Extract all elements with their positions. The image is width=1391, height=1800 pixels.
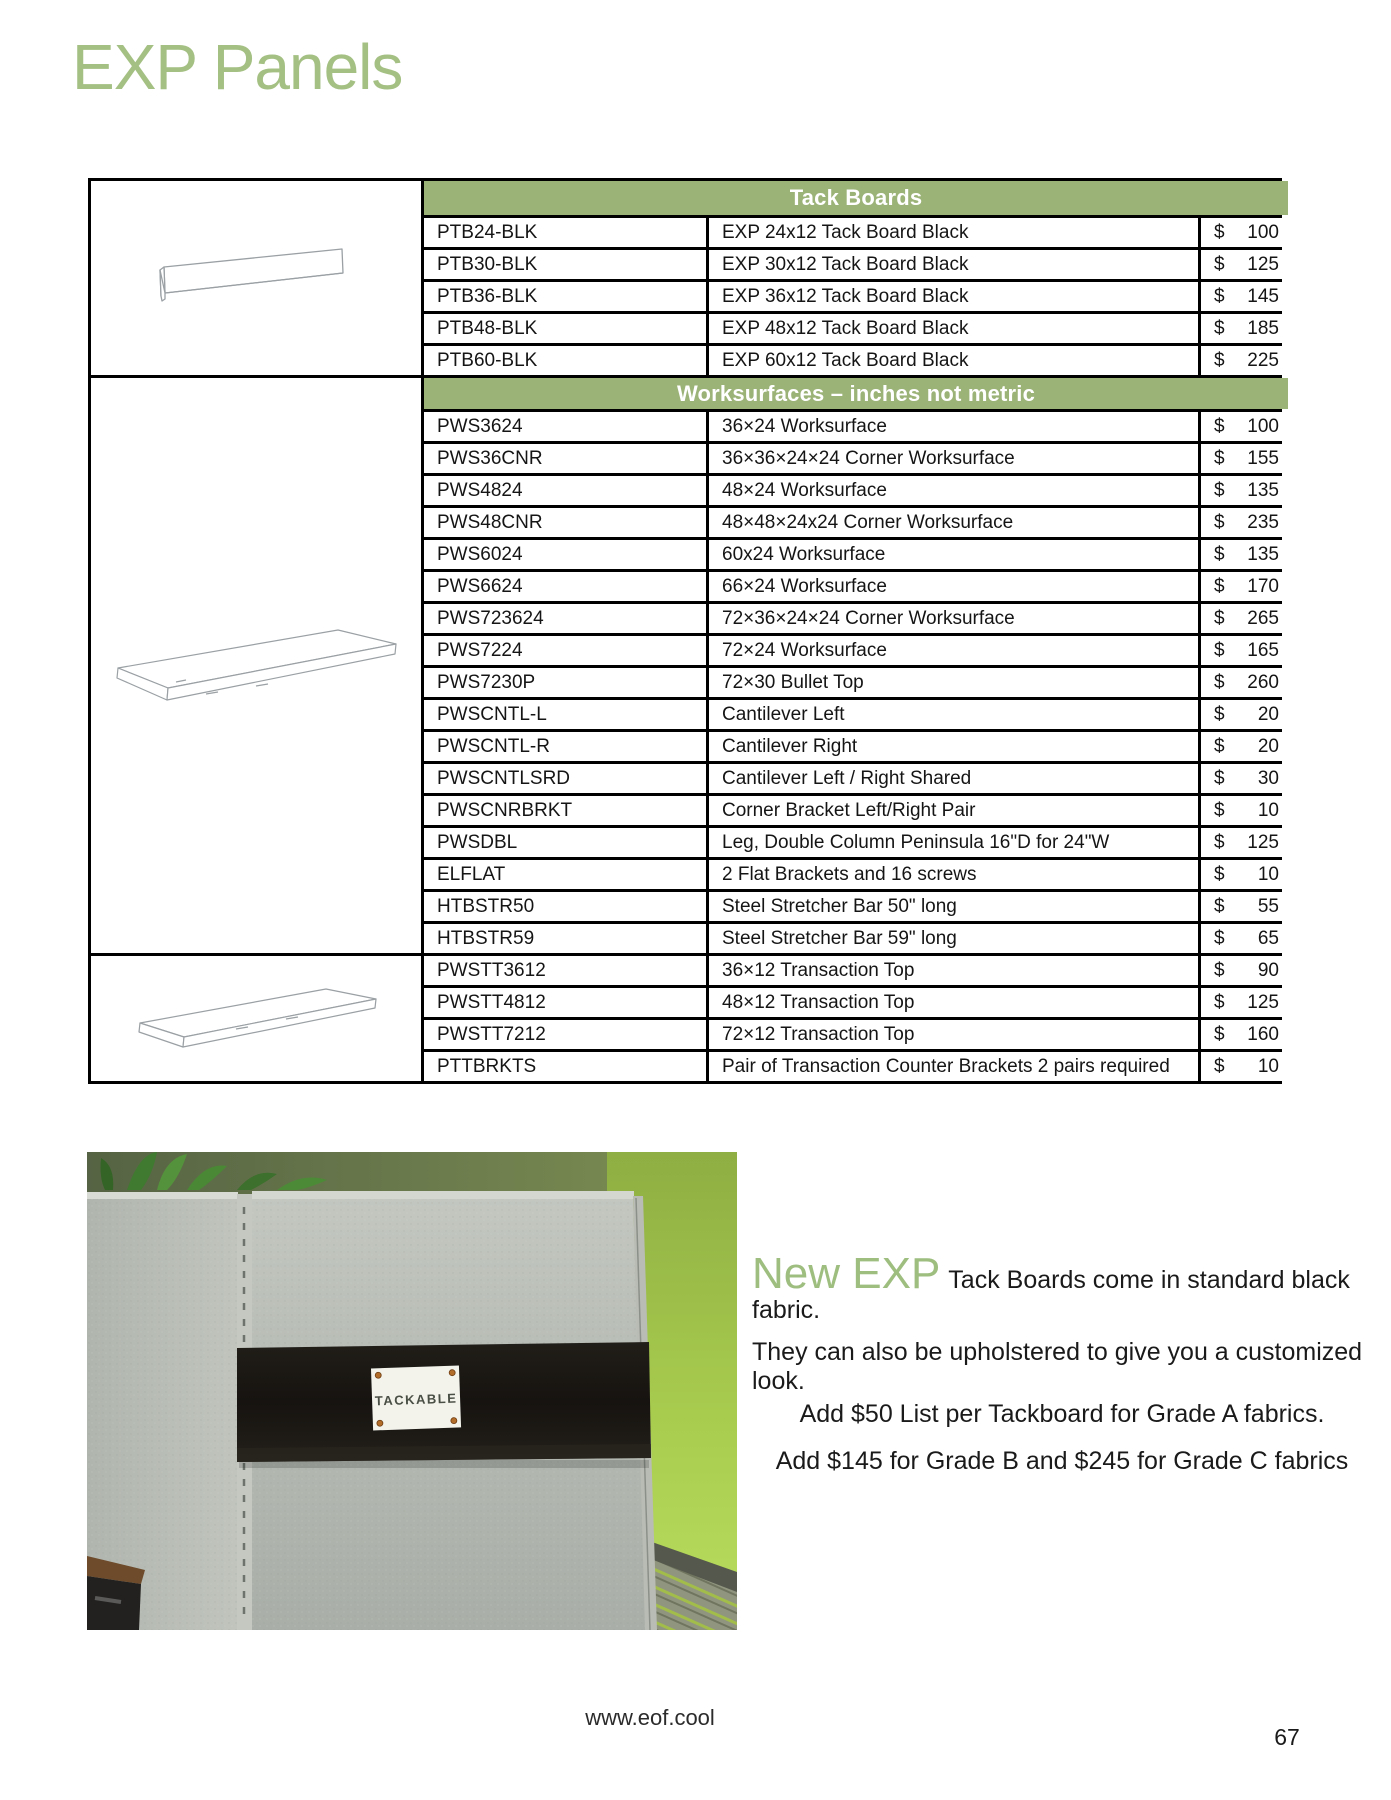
product-desc-cell: Steel Stretcher Bar 59" long [709, 924, 1198, 953]
price-amount: 125 [1247, 253, 1279, 275]
aside-fabric-note-1: Add $50 List per Tackboard for Grade A fabrics. [799, 1400, 1325, 1428]
product-desc-cell: 36×36×24×24 Corner Worksurface [709, 444, 1198, 473]
price-amount: 145 [1247, 285, 1279, 307]
product-code-cell: PWS723624 [424, 604, 706, 633]
tack-icon [375, 1372, 381, 1378]
aside-headline-accent: New EXP [752, 1249, 941, 1298]
price-amount: 125 [1247, 991, 1279, 1013]
tackable-label-text: TACKABLE [374, 1390, 458, 1409]
product-desc-cell: Cantilever Left / Right Shared [709, 764, 1198, 793]
currency-symbol: $ [1214, 511, 1225, 533]
price-amount: 20 [1257, 703, 1279, 725]
product-code-cell: PWS7230P [424, 668, 706, 697]
footer-website-link[interactable]: www.eof.cool [585, 1705, 715, 1730]
currency-symbol: $ [1214, 607, 1225, 629]
product-price-cell [1201, 988, 1288, 1017]
product-desc-cell: EXP 24x12 Tack Board Black [709, 218, 1198, 247]
product-desc-cell: 66×24 Worksurface [709, 572, 1198, 601]
price-amount: 125 [1247, 831, 1279, 853]
product-price-cell [1201, 250, 1288, 279]
product-desc-cell: 72×36×24×24 Corner Worksurface [709, 604, 1198, 633]
product-price-cell [1201, 218, 1288, 247]
currency-symbol: $ [1214, 895, 1225, 917]
product-desc-cell: Pair of Transaction Counter Brackets 2 pairs required [709, 1052, 1198, 1081]
product-desc-cell: Cantilever Left [709, 700, 1198, 729]
product-desc-cell: 36×24 Worksurface [709, 412, 1198, 441]
product-desc-cell: EXP 30x12 Tack Board Black [709, 250, 1198, 279]
product-price-cell [1201, 346, 1288, 375]
price-amount: 225 [1247, 349, 1279, 371]
currency-symbol: $ [1214, 447, 1225, 469]
tack-board-drawing [146, 233, 366, 323]
currency-symbol: $ [1214, 479, 1225, 501]
product-price-cell [1201, 860, 1288, 889]
price-amount: 155 [1247, 447, 1279, 469]
tack-icon [377, 1420, 383, 1426]
price-amount: 170 [1247, 575, 1279, 597]
product-price-cell [1201, 796, 1288, 825]
product-price-cell [1201, 668, 1288, 697]
currency-symbol: $ [1214, 799, 1225, 821]
currency-symbol: $ [1214, 415, 1225, 437]
currency-symbol: $ [1214, 735, 1225, 757]
product-price-cell [1201, 1020, 1288, 1049]
product-desc-cell: Leg, Double Column Peninsula 16"D for 24"W [709, 828, 1198, 857]
currency-symbol: $ [1214, 1023, 1225, 1045]
tack-board-photo-graphic [87, 1152, 737, 1630]
transaction-top-drawing [126, 977, 386, 1061]
aside-headline-rest: Tack Boards come in standard black fabric. [752, 1266, 1350, 1324]
currency-symbol: $ [1214, 927, 1225, 949]
product-price-cell [1201, 476, 1288, 505]
product-drawing-cell [91, 181, 421, 375]
product-code-cell: PWS4824 [424, 476, 706, 505]
price-amount: 260 [1247, 671, 1279, 693]
product-price-cell [1201, 828, 1288, 857]
product-desc-cell: Cantilever Right [709, 732, 1198, 761]
worksurface-drawing [106, 616, 406, 716]
currency-symbol: $ [1214, 767, 1225, 789]
product-code-cell: PWSTT4812 [424, 988, 706, 1017]
product-price-cell [1201, 1052, 1288, 1081]
aside-line2: They can also be upholstered to give you a customized look. [752, 1338, 1363, 1395]
product-code-cell: HTBSTR59 [424, 924, 706, 953]
product-code-cell: PTTBRKTS [424, 1052, 706, 1081]
tack-icon [451, 1418, 457, 1424]
price-amount: 65 [1257, 927, 1279, 949]
product-desc-cell: EXP 48x12 Tack Board Black [709, 314, 1198, 343]
product-price-cell [1201, 412, 1288, 441]
product-code-cell: PWS36CNR [424, 444, 706, 473]
product-desc-cell: 60x24 Worksurface [709, 540, 1198, 569]
product-code-cell: PWSCNTLSRD [424, 764, 706, 793]
product-price-cell [1201, 604, 1288, 633]
product-code-cell: PTB24-BLK [424, 218, 706, 247]
currency-symbol: $ [1214, 959, 1225, 981]
price-amount: 235 [1247, 511, 1279, 533]
currency-symbol: $ [1214, 221, 1225, 243]
product-code-cell: PWS7224 [424, 636, 706, 665]
product-desc-cell: 2 Flat Brackets and 16 screws [709, 860, 1198, 889]
product-price-cell [1201, 508, 1288, 537]
product-desc-cell: 72×24 Worksurface [709, 636, 1198, 665]
product-price-cell [1201, 700, 1288, 729]
tack-icon [449, 1370, 455, 1376]
currency-symbol: $ [1214, 671, 1225, 693]
currency-symbol: $ [1214, 543, 1225, 565]
product-code-cell: HTBSTR50 [424, 892, 706, 921]
price-amount: 100 [1247, 221, 1279, 243]
currency-symbol: $ [1214, 991, 1225, 1013]
product-price-cell [1201, 572, 1288, 601]
price-amount: 10 [1257, 799, 1279, 821]
product-code-cell: PWSCNRBRKT [424, 796, 706, 825]
price-amount: 90 [1257, 959, 1279, 981]
price-amount: 20 [1257, 735, 1279, 757]
product-code-cell: PWS48CNR [424, 508, 706, 537]
table-section-header: Tack Boards [424, 181, 1288, 215]
product-code-cell: PWS3624 [424, 412, 706, 441]
price-amount: 55 [1257, 895, 1279, 917]
price-amount: 100 [1247, 415, 1279, 437]
page-title: EXP Panels [72, 31, 403, 103]
aside-fabric-note-2: Add $145 for Grade B and $245 for Grade C fabrics [775, 1447, 1349, 1475]
product-drawing-cell [91, 956, 421, 1081]
currency-symbol: $ [1214, 639, 1225, 661]
product-code-cell: PWSDBL [424, 828, 706, 857]
footer-page-number: 67 [1274, 1724, 1300, 1750]
product-code-cell: PTB60-BLK [424, 346, 706, 375]
product-code-cell: PWS6024 [424, 540, 706, 569]
price-table [88, 178, 1282, 1084]
product-desc-cell: 72×12 Transaction Top [709, 1020, 1198, 1049]
product-price-cell [1201, 282, 1288, 311]
table-section-header: Worksurfaces – inches not metric [424, 378, 1288, 409]
product-desc-cell: 36×12 Transaction Top [709, 956, 1198, 985]
currency-symbol: $ [1214, 831, 1225, 853]
price-amount: 160 [1247, 1023, 1279, 1045]
product-desc-cell: 48×12 Transaction Top [709, 988, 1198, 1017]
product-price-cell [1201, 314, 1288, 343]
currency-symbol: $ [1214, 575, 1225, 597]
currency-symbol: $ [1214, 349, 1225, 371]
currency-symbol: $ [1214, 703, 1225, 725]
product-price-cell [1201, 956, 1288, 985]
price-amount: 265 [1247, 607, 1279, 629]
product-code-cell: PWSCNTL-L [424, 700, 706, 729]
aside-headline [752, 1249, 1372, 1325]
product-price-cell [1201, 764, 1288, 793]
product-code-cell: PTB48-BLK [424, 314, 706, 343]
product-code-cell: PWSCNTL-R [424, 732, 706, 761]
product-code-cell: PTB36-BLK [424, 282, 706, 311]
product-code-cell: PWSTT3612 [424, 956, 706, 985]
product-desc-cell: Corner Bracket Left/Right Pair [709, 796, 1198, 825]
currency-symbol: $ [1214, 285, 1225, 307]
product-code-cell: PWSTT7212 [424, 1020, 706, 1049]
product-desc-cell: Steel Stretcher Bar 50" long [709, 892, 1198, 921]
product-price-cell [1201, 540, 1288, 569]
product-desc-cell: 72×30 Bullet Top [709, 668, 1198, 697]
price-amount: 135 [1247, 543, 1279, 565]
product-price-cell [1201, 732, 1288, 761]
tack-board-photo [87, 1152, 737, 1630]
product-price-cell [1201, 444, 1288, 473]
price-amount: 10 [1257, 1055, 1279, 1077]
currency-symbol: $ [1214, 863, 1225, 885]
currency-symbol: $ [1214, 317, 1225, 339]
product-desc-cell: 48×48×24x24 Corner Worksurface [709, 508, 1198, 537]
product-desc-cell: 48×24 Worksurface [709, 476, 1198, 505]
currency-symbol: $ [1214, 1055, 1225, 1077]
price-amount: 30 [1257, 767, 1279, 789]
product-desc-cell: EXP 60x12 Tack Board Black [709, 346, 1198, 375]
price-amount: 135 [1247, 479, 1279, 501]
product-code-cell: PTB30-BLK [424, 250, 706, 279]
product-desc-cell: EXP 36x12 Tack Board Black [709, 282, 1198, 311]
product-drawing-cell [91, 378, 421, 953]
currency-symbol: $ [1214, 253, 1225, 275]
product-price-cell [1201, 636, 1288, 665]
price-amount: 185 [1247, 317, 1279, 339]
product-code-cell: PWS6624 [424, 572, 706, 601]
product-code-cell: ELFLAT [424, 860, 706, 889]
product-price-cell [1201, 924, 1288, 953]
price-amount: 10 [1257, 863, 1279, 885]
product-price-cell [1201, 892, 1288, 921]
price-amount: 165 [1247, 639, 1279, 661]
